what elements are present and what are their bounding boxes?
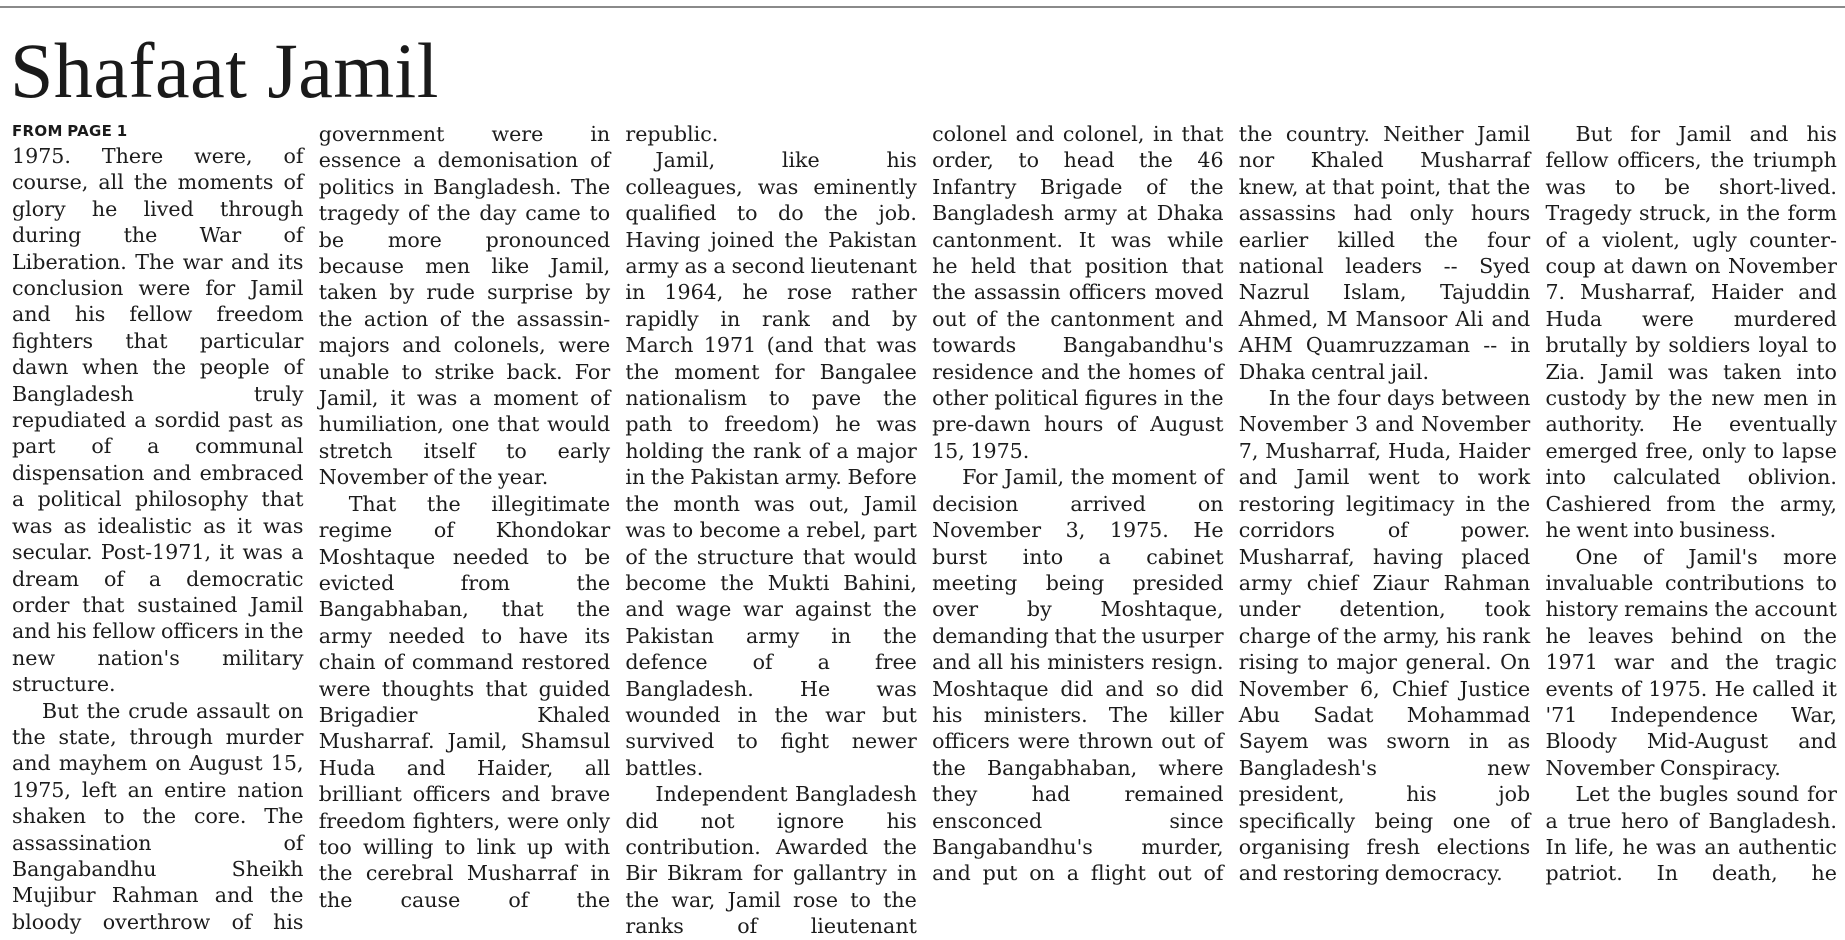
paragraph: Independent Bangladesh did not ignore his contribution. Awarded the Bir Bikram for gallantry in the war, Jamil rose to the ranks of lieutenant (625, 782, 917, 939)
column-2 (319, 121, 611, 940)
paragraph: the country. Neither Jamil nor Khaled Musharraf knew, at that point, that the assassins had only hours earlier killed the four national leaders -- Syed Nazrul Islam, Tajuddin Ahmed, M Mansoor Ali and AHM Quamruzzaman -- in Dhaka central jail. (1238, 122, 1531, 384)
top-rule (0, 6, 1845, 8)
paragraph: 1975. There were, of course, all the moments of glory he lived through during the War of Liberation. The war and its conclusion were for Jamil and his fellow freedom fighters that particular dawn when the people of Bangladesh truly repudiated a sordid past as part of a communal dispensation and embraced a political philosophy that was as idealistic as it was secular. Post-1971, it was a dream of a democratic order that sustained Jamil and his fellow officers in the new nation's military structure. (12, 144, 304, 697)
article-headline: Shafaat Jamil (10, 27, 439, 114)
column-3 (625, 121, 917, 940)
paragraph: That the illegitimate regime of Khondokar Moshtaque needed to be evicted from the Bangabhaban, that the army needed to have its chain of command restored were thoughts that guided Brigadier Khaled Musharraf. Jamil, Shamsul Huda and Haider, all brilliant officers and brave freedom fighters, were only too willing to link up with the cerebral Musharraf in the cause of the (318, 491, 611, 912)
paragraph: In the four days between November 3 and November 7, Musharraf, Huda, Haider and Jamil went to work restoring legitimacy in the corridors of power. Musharraf, having placed army chief Ziaur Rahman under detention, took charge of the army, his rank rising to major general. On November 6, Chief Justice Abu Sadat Mohammad Sayem was sworn in as Bangladesh's new president, his job specifically being one of organising fresh elections and restoring democracy. (1238, 386, 1531, 886)
paragraph: government were in essence a demonisation of politics in Bangladesh. The tragedy of the day came to be more pronounced because men like Jamil, taken by rude surprise by the action of the assassin-majors and colonels, were unable to strike back. For Jamil, it was a moment of humiliation, one that would stretch itself to early November of the year. (318, 122, 611, 490)
article-body (12, 121, 1837, 939)
paragraph: But for Jamil and his fellow officers, the triumph was to be short-lived. Tragedy struck, in the form of a violent, ugly counter-coup at dawn on November 7. Musharraf, Haider and Huda were murdered brutally by soldiers loyal to Zia. Jamil was taken into custody by the new men in authority. He eventually emerged free, only to lapse into calculated oblivion. Cashiered from the army, he went into business. (1545, 122, 1837, 543)
paragraph: republic. (625, 122, 719, 146)
paragraph: colonel and colonel, in that order, to head the 46 Infantry Brigade of the Bangladesh army at Dhaka cantonment. It was while he held that position that the assassin officers moved out of the cantonment and towards Bangabandhu's residence and the homes of other political figures in the pre-dawn hours of August 15, 1975. (932, 122, 1224, 463)
column-6 (1545, 121, 1837, 940)
column-1 (12, 121, 304, 940)
paragraph: Let the bugles sound for a true hero of Bangladesh. In life, he was an authentic patriot. In death, he (1545, 782, 1837, 886)
column-5 (1239, 121, 1531, 940)
continued-from-label: FROM PAGE 1 (12, 122, 128, 140)
paragraph: One of Jamil's more invaluable contributions to history remains the account he leaves behind on the 1971 war and the tragic events of 1975. He called it '71 Independence War, Bloody Mid-August and November Conspiracy. (1545, 544, 1837, 780)
paragraph: For Jamil, the moment of decision arrived on November 3, 1975. He burst into a cabinet meeting being presided over by Moshtaque, demanding that the usurper and all his ministers resign. Moshtaque did and so did his ministers. The killer officers were thrown out of the Bangabhaban, where they had remained ensconced since Bangabandhu's murder, and put on a flight out of (932, 465, 1224, 886)
paragraph: But the crude assault on the state, through murder and mayhem on August 15, 1975, left an entire nation shaken to the core. The assassination of Bangabandhu Sheikh Mujibur Rahman and the bloody overthrow of his (12, 698, 304, 934)
column-4 (932, 121, 1224, 940)
paragraph: Jamil, like his colleagues, was eminently qualified to do the job. Having joined the Pakistan army as a second lieutenant in 1964, he rose rather rapidly in rank and by March 1971 (and that was the moment for Bangalee nationalism to pave the path to freedom) he was holding the rank of a major in the Pakistan army. Before the month was out, Jamil was to become a rebel, part of the structure that would become the Mukti Bahini, and wage war against the Pakistan army in the defence of a free Bangladesh. He was wounded in the war but survived to fight newer battles. (625, 148, 917, 780)
